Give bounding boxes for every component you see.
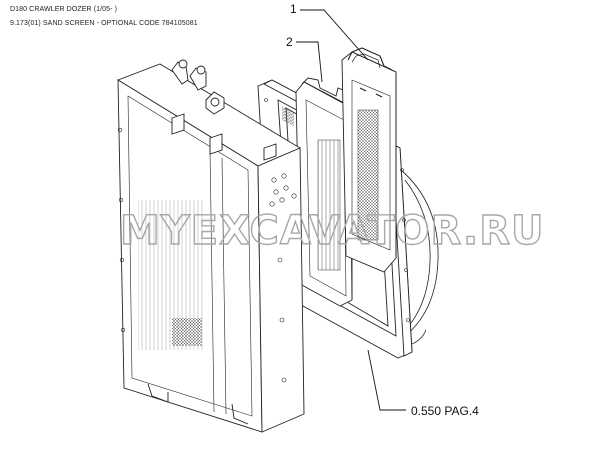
callout-reference: 0.550 PAG.4 (411, 404, 479, 418)
page-subtitle: 9.173(01) SAND SCREEN - OPTIONAL CODE 784105081 (10, 20, 198, 27)
callout-part-2: 2 (286, 35, 293, 49)
watermark: MYEXCAVATOR.RU (120, 208, 545, 254)
page-title: D180 CRAWLER DOZER (1/05- ) (10, 6, 118, 13)
callout-part-1: 1 (290, 2, 297, 16)
